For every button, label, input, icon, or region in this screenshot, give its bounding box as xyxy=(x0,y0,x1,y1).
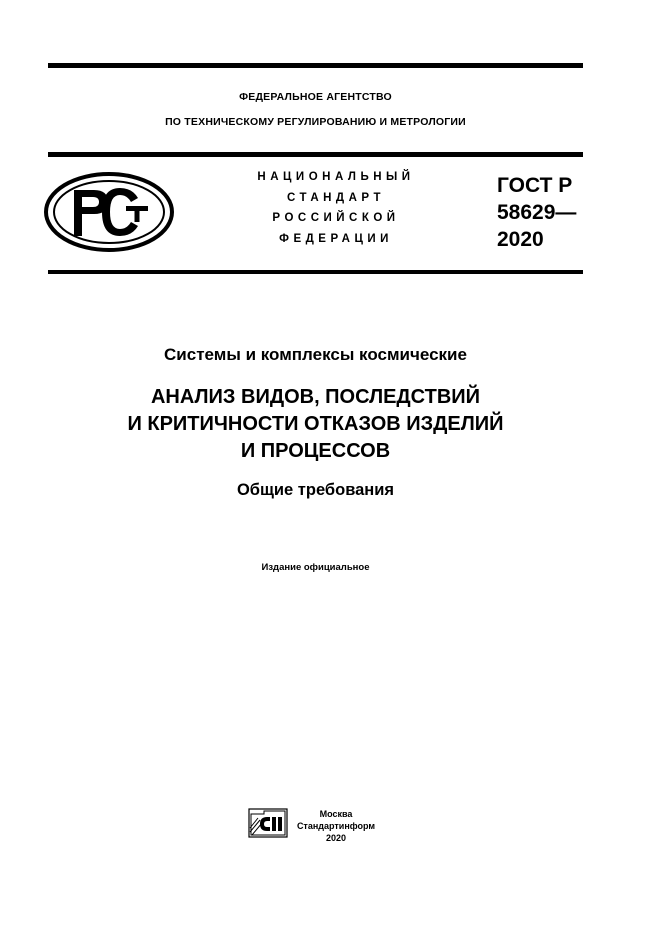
publisher-name: Стандартинформ xyxy=(296,821,376,831)
title-category: Системы и комплексы космические xyxy=(164,345,467,364)
publisher-city: Москва xyxy=(319,809,353,819)
top-rule xyxy=(48,63,583,68)
lower-block-rule xyxy=(48,270,583,274)
title-main-line-3: И ПРОЦЕССОВ xyxy=(240,440,391,462)
standard-line-4: ФЕДЕРАЦИИ xyxy=(279,233,393,245)
rst-logo-icon xyxy=(42,170,176,254)
gost-line-2: 58629— xyxy=(497,201,577,224)
standard-line-2: СТАНДАРТ xyxy=(287,192,385,204)
upper-block-rule xyxy=(48,152,583,157)
edition-label: Издание официальное xyxy=(261,562,370,573)
title-subtitle: Общие требования xyxy=(236,481,395,499)
gost-line-3: 2020 xyxy=(497,228,544,251)
standard-line-1: НАЦИОНАЛЬНЫЙ xyxy=(257,171,415,183)
title-main-line-1: АНАЛИЗ ВИДОВ, ПОСЛЕДСТВИЙ xyxy=(150,386,481,408)
agency-line-2: ПО ТЕХНИЧЕСКОМУ РЕГУЛИРОВАНИЮ И МЕТРОЛОГИИ xyxy=(165,116,466,128)
title-main-line-2: И КРИТИЧНОСТИ ОТКАЗОВ ИЗДЕЛИЙ xyxy=(127,413,504,435)
gost-line-1: ГОСТ Р xyxy=(497,174,573,197)
standartinform-logo-icon xyxy=(248,808,288,838)
standard-line-3: РОССИЙСКОЙ xyxy=(272,212,400,224)
agency-line-1: ФЕДЕРАЛЬНОЕ АГЕНТСТВО xyxy=(239,91,392,103)
publisher-year: 2020 xyxy=(325,833,347,843)
